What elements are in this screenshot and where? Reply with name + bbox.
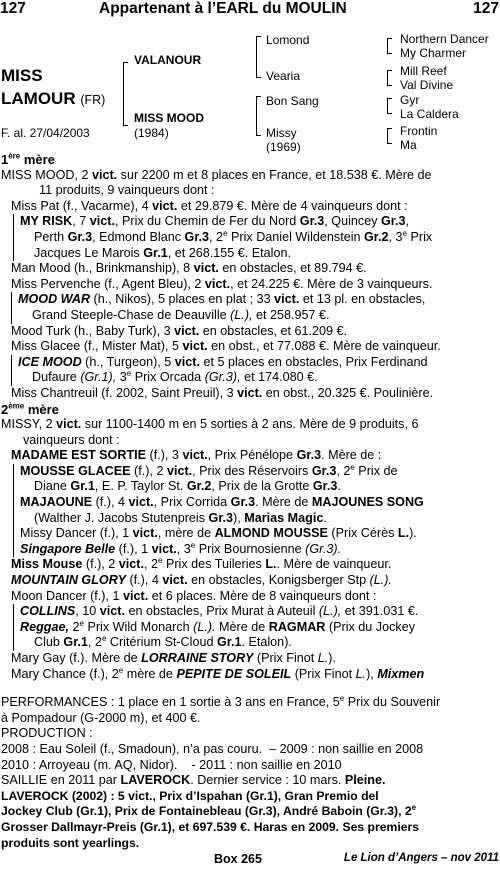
laverock-note-4: produits sont yearlings.	[1, 835, 140, 850]
production-2010: 2010 : Arroyeau (m. AQ, Nidor). - 2011 : non saillie en 2010	[1, 757, 342, 772]
production-heading: PRODUCTION :	[1, 726, 93, 741]
produce-majaoune: MAJAOUNE (f.), 4 vict., Prix Corrida Gr.3. Mère de MAJOUNES SONG (Walther J. Jacobs Stutenpreis Gr.3), Marias Magic.	[13, 495, 499, 526]
page-title: Appartenant à l’EARL du MOULIN	[99, 0, 347, 17]
section-heading-second-dam: 2ème mère	[1, 401, 59, 417]
pedigree-bracket-2b	[256, 96, 261, 136]
pedigree-bracket-3d	[387, 128, 392, 144]
pedigree-bracket-1	[123, 62, 128, 126]
produce-collins: COLLINS, 10 vict. en obstacles, Prix Murat à Auteuil (L.), et 391.031 €. Reggae, 2e Prix Wild Monarch (L.). Mère de RAGMAR (Prix du Jockey Club Gr.1, 2e Critérium St-Cloud Gr.1. Etalon).	[13, 604, 499, 651]
catalogue-body	[1, 152, 499, 851]
gp-4: Missy	[266, 126, 297, 140]
laverock-note: LAVEROCK (2002) : 5 vict., Prix d’Ispahan (Gr.1), Gran Premio del	[1, 788, 379, 803]
produce-mood-turk: Mood Turk (h., Baby Turk), 3 vict. en obstacles, et 61.209 €.	[11, 323, 348, 338]
dam-1-summary: MISS MOOD, 2 vict. sur 2200 m et 8 places en France, et 18.538 €. Mère de	[1, 167, 432, 182]
ggp-6: La Caldera	[400, 107, 459, 121]
dam-name: MISS MOOD	[134, 111, 205, 125]
lot-number-left: 127	[0, 0, 26, 17]
ggp-2: My Charmer	[400, 46, 467, 60]
ggp-4: Val Divine	[400, 78, 454, 92]
dam-2-summary-cont: vainqueurs dont :	[23, 432, 120, 447]
gp-3: Bon Sang	[266, 94, 319, 108]
lot-number-right: 127	[473, 0, 499, 17]
pedigree-bracket-3b	[387, 70, 392, 86]
produce-miss-chantreuil: Miss Chantreuil (f. 2002, Saint Preuil), 3 vict. en obst., 20.325 €. Poulinière.	[11, 385, 434, 400]
horse-name-line2	[1, 89, 105, 109]
produce-mountain-glory: MOUNTAIN GLORY (f.), 4 vict. en obstacles, Konigsberger Stp (L.).	[11, 573, 392, 588]
dam-2-summary: MISSY, 2 vict. sur 1100-1400 m en 5 sorties à 2 ans. Mère de 9 produits, 6	[1, 417, 419, 432]
ggp-3: Mill Reef	[400, 64, 447, 78]
ggp-7: Frontin	[400, 124, 438, 138]
produce-my-risk: MY RISK, 7 vict., Prix du Chemin de Fer du Nord Gr.3, Quincey Gr.3, Perth Gr.3, Edmond Blanc Gr.3, 2e Prix Daniel Wildenstein Gr.2, 3e Prix Jacques Le Marois Gr.1, et 268.155 €. Etalon.	[13, 214, 499, 261]
gp-4-year: (1969)	[266, 140, 301, 154]
produce-mousse-glacee: MOUSSE GLACEE (f.), 2 vict., Prix des Réservoirs Gr.3, 2e Prix de Diane Gr.1, E. P. Taylor St. Gr.2, Prix de la Grotte Gr.3.	[13, 464, 499, 495]
pedigree-bracket-2a	[256, 36, 261, 78]
produce-miss-pat: Miss Pat (f., Vacarme), 4 vict. et 29.879 €. Mère de 4 vainqueurs dont :	[11, 198, 408, 213]
produce-missy-dancer: Missy Dancer (f.), 1 vict., mère de ALMOND MOUSSE (Prix Cérès L.). Singapore Belle (f.), 1 vict., 3e Prix Bournosienne (Gr.3).	[13, 526, 499, 557]
produce-mood-war: MOOD WAR (h., Nikos), 5 places en plat ; 33 vict. et 13 pl. en obstacles, Grand Steeple-Chase de Deauville (L.), et 258.957 €.	[11, 292, 499, 323]
produce-miss-mouse: Miss Mouse (f.), 2 vict., 2e Prix des Tuileries L.. Mère de vainqueur.	[11, 556, 392, 572]
covering-2011: SAILLIE en 2011 par LAVEROCK. Dernier service : 10 mars. Pleine.	[1, 773, 386, 788]
produce-mary-gay: Mary Gay (f.). Mère de LORRAINE STORY (Prix Finot L.).	[11, 651, 336, 665]
ggp-5: Gyr	[400, 93, 420, 107]
ggp-8: Ma	[400, 138, 417, 152]
produce-ice-mood: ICE MOOD (h., Turgeon), 5 vict. et 5 places en obstacles, Prix Ferdinand Dufaure (Gr.1), 3e Prix Orcada (Gr.3), et 174.080 €.	[11, 355, 499, 386]
horse-birth: F. al. 27/04/2003	[1, 126, 90, 140]
horse-name-line1: MISS	[1, 66, 43, 85]
production-2008: 2008 : Eau Soleil (f., Smadoun), n’a pas couru. – 2009 : non saillie en 2008	[1, 741, 424, 756]
dam-1-summary-cont: 11 produits, 9 vainqueurs dont :	[39, 183, 215, 198]
horse-name: LAMOUR	[1, 89, 76, 108]
performances: PERFORMANCES : 1 place en 1 sortie à 3 ans en France, 5e Prix du Souvenir	[1, 694, 441, 710]
sale-place-date: Le Lion d’Angers – nov 2011	[343, 852, 499, 864]
produce-man-mood: Man Mood (h., Brinkmanship), 8 vict. en obstacles, et 89.794 €.	[11, 261, 367, 276]
produce-mary-chance: Mary Chance (f.), 2e mère de PEPITE DE SOLEIL (Prix Finot L.), Mixmen	[11, 665, 425, 681]
produce-miss-pervenche: Miss Pervenche (f., Agent Bleu), 2 vict., et 24.225 €. Mère de 3 vainqueurs.	[11, 276, 433, 291]
sire-name: VALANOUR	[134, 53, 202, 67]
pedigree-bracket-3c	[387, 98, 392, 114]
gp-2: Vearia	[266, 69, 301, 83]
box-number: Box 265	[214, 852, 262, 866]
produce-moon-dancer: Moon Dancer (f.), 1 vict. et 6 places. Mère de 8 vainqueurs dont :	[11, 588, 377, 603]
laverock-note-3: Grosser Dallmayr-Preis (Gr.1), et 697.539 €. Haras en 2009. Ses premiers	[1, 819, 420, 834]
produce-madame-est-sortie: MADAME EST SORTIE (f.), 3 vict., Prix Pénélope Gr.3. Mère de :	[11, 448, 382, 463]
laverock-note-2: Jockey Club (Gr.1), Prix de Fontainebleau (Gr.3), André Baboin (Gr.3), 2e	[1, 803, 417, 819]
produce-miss-glacee: Miss Glacee (f., Mister Mat), 5 vict. en obst., et 77.088 €. Mère de vainqueur.	[11, 339, 441, 354]
ggp-1: Northern Dancer	[400, 32, 489, 46]
pedigree-bracket-3a	[387, 38, 392, 54]
dam-year: (1984)	[134, 126, 169, 140]
performances-cont: à Pompadour (G-2000 m), et 400 €.	[1, 710, 201, 725]
gp-1: Lomond	[266, 33, 310, 47]
section-heading-first-dam: 1ère mère	[1, 151, 55, 167]
horse-origin: (FR)	[80, 93, 106, 107]
